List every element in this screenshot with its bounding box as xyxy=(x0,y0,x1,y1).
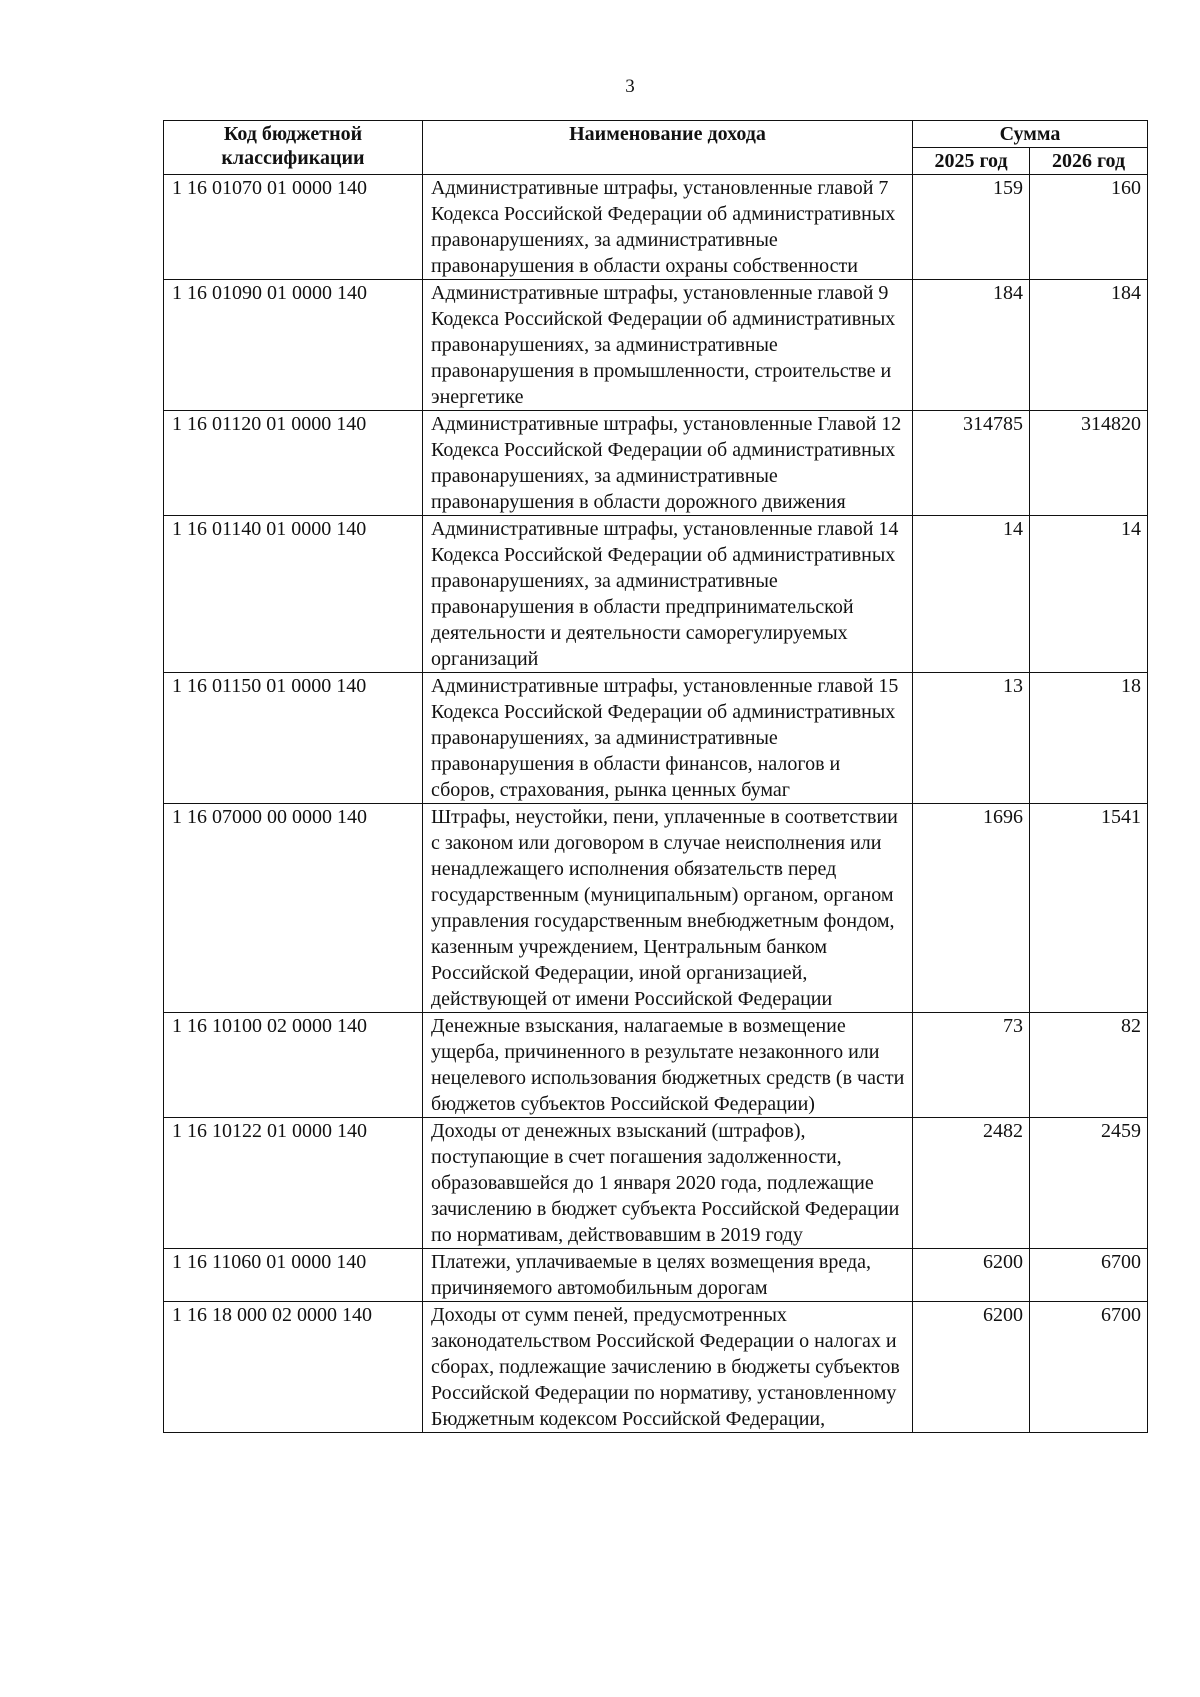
cell-2026: 82 xyxy=(1030,1013,1148,1118)
cell-name: Административные штрафы, установленные главой 7 Кодекса Российской Федерации об административных правонарушениях, за административные правонарушения в области охраны собственности xyxy=(423,175,913,280)
revenue-table xyxy=(163,120,1148,1433)
cell-name: Административные штрафы, установленные Главой 12 Кодекса Российской Федерации об административных правонарушениях, за административные правонарушения в области дорожного движения xyxy=(423,411,913,516)
cell-2025: 6200 xyxy=(913,1302,1030,1433)
cell-name: Платежи, уплачиваемые в целях возмещения вреда, причиняемого автомобильным дорогам xyxy=(423,1249,913,1302)
table-header xyxy=(164,121,1148,175)
table-row xyxy=(164,1249,1148,1302)
cell-2025: 1696 xyxy=(913,804,1030,1013)
cell-2026: 160 xyxy=(1030,175,1148,280)
cell-2026: 184 xyxy=(1030,280,1148,411)
cell-name: Административные штрафы, установленные главой 9 Кодекса Российской Федерации об административных правонарушениях, за административные правонарушения в промышленности, строительстве и энергетике xyxy=(423,280,913,411)
cell-2026: 314820 xyxy=(1030,411,1148,516)
cell-2026: 18 xyxy=(1030,673,1148,804)
table-row xyxy=(164,516,1148,673)
cell-code: 1 16 18 000 02 0000 140 xyxy=(164,1302,423,1433)
table-row xyxy=(164,1118,1148,1249)
cell-name: Административные штрафы, установленные главой 15 Кодекса Российской Федерации об административных правонарушениях, за административные правонарушения в области финансов, налогов и сборов, страхования, рынка ценных бумаг xyxy=(423,673,913,804)
cell-2025: 6200 xyxy=(913,1249,1030,1302)
cell-2025: 159 xyxy=(913,175,1030,280)
table-row xyxy=(164,280,1148,411)
cell-2025: 184 xyxy=(913,280,1030,411)
cell-2026: 6700 xyxy=(1030,1249,1148,1302)
cell-name: Денежные взыскания, налагаемые в возмещение ущерба, причиненного в результате незаконного или нецелевого использования бюджетных средств (в части бюджетов субъектов Российской Федерации) xyxy=(423,1013,913,1118)
cell-2025: 73 xyxy=(913,1013,1030,1118)
cell-2026: 6700 xyxy=(1030,1302,1148,1433)
table-row xyxy=(164,411,1148,516)
table-row xyxy=(164,1013,1148,1118)
table-row xyxy=(164,1302,1148,1433)
table-row xyxy=(164,175,1148,280)
header-year-2026: 2026 год xyxy=(1030,148,1148,175)
table-row xyxy=(164,673,1148,804)
cell-2025: 13 xyxy=(913,673,1030,804)
cell-code: 1 16 01090 01 0000 140 xyxy=(164,280,423,411)
cell-code: 1 16 01070 01 0000 140 xyxy=(164,175,423,280)
cell-2025: 2482 xyxy=(913,1118,1030,1249)
cell-code: 1 16 01120 01 0000 140 xyxy=(164,411,423,516)
cell-2026: 2459 xyxy=(1030,1118,1148,1249)
cell-name: Доходы от денежных взысканий (штрафов), поступающие в счет погашения задолженности, образовавшейся до 1 января 2020 года, подлежащие зачислению в бюджет субъекта Российской Федерации по нормативам, действовавшим в 2019 году xyxy=(423,1118,913,1249)
cell-name: Штрафы, неустойки, пени, уплаченные в соответствии с законом или договором в случае неисполнения или ненадлежащего исполнения обязательств перед государственным (муниципальным) органом, органом управления государственным внебюджетным фондом, казенным учреждением, Центральным банком Российской Федерации, иной организацией, действующей от имени Российской Федерации xyxy=(423,804,913,1013)
cell-name: Административные штрафы, установленные главой 14 Кодекса Российской Федерации об административных правонарушениях, за административные правонарушения в области предпринимательской деятельности и деятельности саморегулируемых организаций xyxy=(423,516,913,673)
header-name: Наименование дохода xyxy=(423,121,913,175)
page-number: 3 xyxy=(625,76,635,97)
cell-code: 1 16 01140 01 0000 140 xyxy=(164,516,423,673)
table-row xyxy=(164,804,1148,1013)
cell-code: 1 16 10100 02 0000 140 xyxy=(164,1013,423,1118)
cell-code: 1 16 01150 01 0000 140 xyxy=(164,673,423,804)
cell-code: 1 16 10122 01 0000 140 xyxy=(164,1118,423,1249)
cell-2026: 14 xyxy=(1030,516,1148,673)
cell-2025: 314785 xyxy=(913,411,1030,516)
cell-code: 1 16 07000 00 0000 140 xyxy=(164,804,423,1013)
cell-code: 1 16 11060 01 0000 140 xyxy=(164,1249,423,1302)
header-year-2025: 2025 год xyxy=(913,148,1030,175)
cell-2026: 1541 xyxy=(1030,804,1148,1013)
cell-2025: 14 xyxy=(913,516,1030,673)
header-sum: Сумма xyxy=(913,121,1148,148)
cell-name: Доходы от сумм пеней, предусмотренных законодательством Российской Федерации о налогах и сборах, подлежащие зачислению в бюджеты субъектов Российской Федерации по нормативу, установленному Бюджетным кодексом Российской Федерации, xyxy=(423,1302,913,1433)
header-code: Код бюджетной классификации xyxy=(164,121,423,175)
